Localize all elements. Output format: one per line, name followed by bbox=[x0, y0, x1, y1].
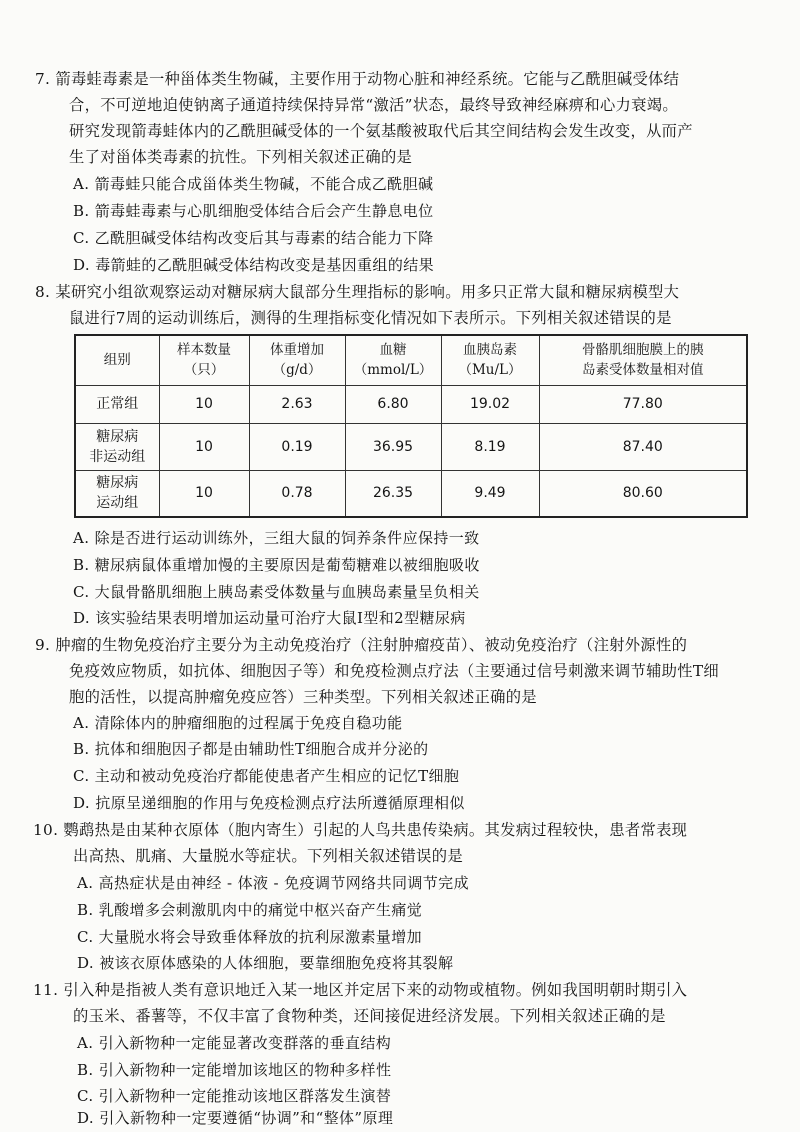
question-8-option-b: B. 糖尿病鼠体重增加慢的主要原因是葡萄糖难以被细胞吸收 bbox=[73, 556, 480, 574]
row-diabetic-no-exercise-weight: 0.19 bbox=[249, 423, 345, 470]
row-normal-insulin: 19.02 bbox=[441, 385, 539, 423]
question-11-option-c: C. 引入新物种一定能推动该地区群落发生演替 bbox=[77, 1087, 392, 1105]
table-row-diabetic-no-exercise bbox=[75, 423, 747, 470]
row-diabetic-exercise-receptor: 80.60 bbox=[539, 470, 747, 517]
row-normal-glucose: 6.80 bbox=[345, 385, 441, 423]
question-9-stem-line-1: 9. 肿瘤的生物免疫治疗主要分为主动免疫治疗（注射肿瘤疫苗）、被动免疫治疗（注射外源性的 bbox=[35, 636, 688, 654]
row-diabetic-exercise-insulin: 9.49 bbox=[441, 470, 539, 517]
question-7-stem-line-1: 7. 箭毒蛙毒素是一种甾体类生物碱，主要作用于动物心脏和神经系统。它能与乙酰胆碱受体结 bbox=[35, 70, 680, 88]
row-normal-weight: 2.63 bbox=[249, 385, 345, 423]
question-7-option-b: B. 箭毒蛙毒素与心肌细胞受体结合后会产生静息电位 bbox=[73, 202, 434, 220]
header-insulin-receptor: 骨骼肌细胞膜上的胰 岛素受体数量相对值 bbox=[539, 335, 747, 385]
row-diabetic-exercise-glucose: 26.35 bbox=[345, 470, 441, 517]
data-table bbox=[74, 334, 748, 518]
question-11-option-b: B. 引入新物种一定能增加该地区的物种多样性 bbox=[77, 1061, 392, 1079]
question-9-option-c: C. 主动和被动免疫治疗都能使患者产生相应的记忆T细胞 bbox=[73, 767, 460, 785]
row-diabetic-no-exercise-glucose: 36.95 bbox=[345, 423, 441, 470]
row-diabetic-no-exercise-receptor: 87.40 bbox=[539, 423, 747, 470]
question-7-option-d: D. 毒箭蛙的乙酰胆碱受体结构改变是基因重组的结果 bbox=[73, 256, 435, 274]
question-10-option-a: A. 高热症状是由神经 - 体液 - 免疫调节网络共同调节完成 bbox=[77, 874, 469, 892]
row-diabetic-exercise-group: 糖尿病 运动组 bbox=[75, 470, 159, 517]
question-11-stem-line-2: 的玉米、番薯等，不仅丰富了食物种类，还间接促进经济发展。下列相关叙述正确的是 bbox=[73, 1007, 666, 1025]
question-10-stem-line-2: 出高热、肌痛、大量脱水等症状。下列相关叙述错误的是 bbox=[73, 847, 463, 865]
row-normal-sample: 10 bbox=[159, 385, 249, 423]
question-9-option-d: D. 抗原呈递细胞的作用与免疫检测点疗法所遵循原理相似 bbox=[73, 794, 465, 812]
question-8-stem-line-1: 8. 某研究小组欲观察运动对糖尿病大鼠部分生理指标的影响。用多只正常大鼠和糖尿病模型大 bbox=[35, 283, 680, 301]
header-blood-insulin: 血胰岛素 （Mu/L） bbox=[441, 335, 539, 385]
question-10-stem-line-1: 10. 鹦鹉热是由某种衣原体（胞内寄生）引起的人鸟共患传染病。其发病过程较快，患者常表现 bbox=[33, 821, 688, 839]
header-weight-gain: 体重增加 （g/d） bbox=[249, 335, 345, 385]
row-diabetic-no-exercise-insulin: 8.19 bbox=[441, 423, 539, 470]
question-9-stem-line-3: 胞的活性，以提高肿瘤免疫应答）三种类型。下列相关叙述正确的是 bbox=[69, 688, 537, 706]
question-8-option-c: C. 大鼠骨骼肌细胞上胰岛素受体数量与血胰岛素量呈负相关 bbox=[73, 583, 480, 601]
question-9-option-b: B. 抗体和细胞因子都是由辅助性T细胞合成并分泌的 bbox=[73, 740, 429, 758]
header-sample-size: 样本数量 （只） bbox=[159, 335, 249, 385]
question-7-option-c: C. 乙酰胆碱受体结构改变后其与毒素的结合能力下降 bbox=[73, 229, 434, 247]
question-11-option-a: A. 引入新物种一定能显著改变群落的垂直结构 bbox=[77, 1034, 392, 1052]
table-row-diabetic-exercise bbox=[75, 470, 747, 517]
question-9-stem-line-2: 免疫效应物质，如抗体、细胞因子等）和免疫检测点疗法（主要通过信号刺激来调节辅助性T细 bbox=[69, 662, 719, 680]
question-8-option-d: D. 该实验结果表明增加运动量可治疗大鼠I型和2型糖尿病 bbox=[73, 609, 466, 627]
row-normal-receptor: 77.80 bbox=[539, 385, 747, 423]
header-blood-glucose: 血糖 （mmol/L） bbox=[345, 335, 441, 385]
question-9-option-a: A. 清除体内的肿瘤细胞的过程属于免疫自稳功能 bbox=[73, 714, 403, 732]
question-7-stem-line-3: 研究发现箭毒蛙体内的乙酰胆碱受体的一个氨基酸被取代后其空间结构会发生改变，从而产 bbox=[69, 122, 693, 140]
table-header-row bbox=[75, 335, 747, 385]
question-8-stem-line-2: 鼠进行7周的运动训练后，测得的生理指标变化情况如下表所示。下列相关叙述错误的是 bbox=[69, 309, 672, 327]
question-11-option-d: D. 引入新物种一定要遵循“协调”和“整体”原理 bbox=[77, 1109, 394, 1127]
question-10-option-c: C. 大量脱水将会导致垂体释放的抗利尿激素量增加 bbox=[77, 928, 423, 946]
question-8-option-a: A. 除是否进行运动训练外，三组大鼠的饲养条件应保持一致 bbox=[73, 529, 480, 547]
question-7-stem-line-2: 合，不可逆地迫使钠离子通道持续保持异常“激活”状态，最终导致神经麻痹和心力衰竭。 bbox=[69, 96, 678, 114]
question-10-option-d: D. 被该衣原体感染的人体细胞，要靠细胞免疫将其裂解 bbox=[77, 954, 454, 972]
row-diabetic-exercise-weight: 0.78 bbox=[249, 470, 345, 517]
question-7-option-a: A. 箭毒蛙只能合成甾体类生物碱，不能合成乙酰胆碱 bbox=[73, 175, 434, 193]
question-7-stem-line-4: 生了对甾体类毒素的抗性。下列相关叙述正确的是 bbox=[69, 148, 413, 166]
question-11-stem-line-1: 11. 引入种是指被人类有意识地迁入某一地区并定居下来的动物或植物。例如我国明朝时期引入 bbox=[33, 981, 688, 999]
row-diabetic-exercise-sample: 10 bbox=[159, 470, 249, 517]
table-row-normal bbox=[75, 385, 747, 423]
question-10-option-b: B. 乳酸增多会刺激肌肉中的痛觉中枢兴奋产生痛觉 bbox=[77, 901, 423, 919]
row-normal-group: 正常组 bbox=[75, 385, 159, 423]
header-group: 组别 bbox=[75, 335, 159, 385]
row-diabetic-no-exercise-sample: 10 bbox=[159, 423, 249, 470]
row-diabetic-no-exercise-group: 糖尿病 非运动组 bbox=[75, 423, 159, 470]
